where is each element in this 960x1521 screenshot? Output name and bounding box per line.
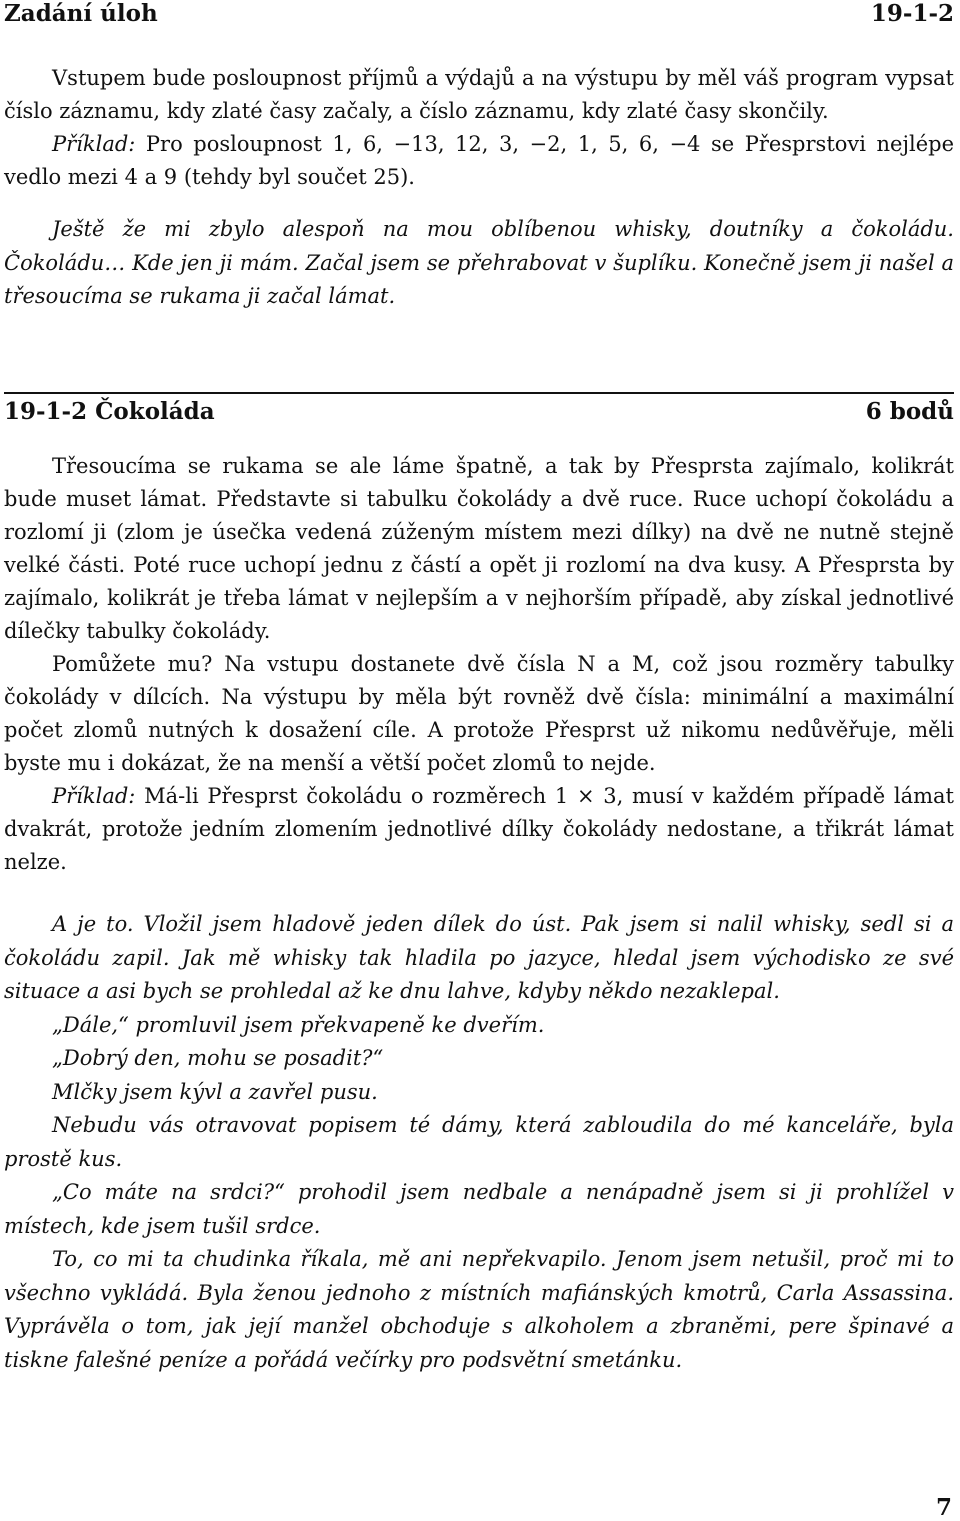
- task-example: [4, 780, 954, 879]
- section-points: 6 bodů: [865, 398, 954, 425]
- example-text: Pro posloupnost 1, 6, −13, 12, 3, −2, 1, 5, 6, −4 se Přesprstovi nejlépe vedlo mezi 4 a 9 (tehdy byl součet 25).: [4, 132, 954, 189]
- story-paragraph: Nebudu vás otravovat popisem té dámy, která zabloudila do mé kanceláře, byla prostě kus.: [4, 1113, 954, 1171]
- task-paragraph-1: Třesoucíma se rukama se ale láme špatně, a tak by Přesprsta zajímalo, kolikrát bude muset lámat. Představte si tabulku čokolády a dvě ruce. Ruce uchopí čokoládu a rozlomí ji (zlom je úsečka vedená zúženým místem mezi dílky) na dvě ne nutně stejně velké části. Poté ruce uchopí jednu z částí a opět ji rozlomí na dva kusy. A Přesprsta by zajímalo, kolikrát je třeba lámat v nejlepším a v nejhorším případě, aby získal jednotlivé dílečky tabulky čokolády.: [4, 454, 954, 643]
- page-header: [4, 0, 954, 30]
- intro-story: Ještě že mi zbylo alespoň na mou oblíbenou whisky, doutníky a čokoládu. Čokoládu… Kde jen ji mám. Začal jsem se přehrabovat v šuplíku. Konečně jsem ji našel a třesoucíma se rukama ji začal lámat.: [4, 217, 954, 308]
- story-paragraph: A je to. Vložil jsem hladově jeden dílek do úst. Pak jsem si nalil whisky, sedl si a čokoládu zapil. Jak mě whisky tak hladila po jazyce, hledal jsem východisko ze své situace a asi bych se prohledal až ke dnu lahve, kdyby někdo nezaklepal.: [4, 912, 954, 1003]
- story-paragraph: „Co máte na srdci?“ prohodil jsem nedbale a nenápadně jsem si ji prohlížel v místech, kde jsem tušil srdce.: [4, 1180, 954, 1238]
- story-paragraph: Mlčky jsem kývl a zavřel pusu.: [52, 1079, 378, 1104]
- task-block: [4, 450, 954, 879]
- intro-block: [4, 62, 954, 314]
- intro-paragraph: Vstupem bude posloupnost příjmů a výdajů a na výstupu by měl váš program vypsat číslo záznamu, kdy zlaté časy začaly, a číslo záznamu, kdy zlaté časy skončily.: [4, 66, 954, 123]
- story-block: [4, 908, 954, 1377]
- section-heading: [4, 392, 954, 430]
- story-paragraph: „Dále,“ promluvil jsem překvapeně ke dveřím.: [52, 1012, 545, 1037]
- task-example-label: Příklad:: [52, 784, 136, 808]
- intro-example: [4, 128, 954, 194]
- header-right: 19-1-2: [870, 0, 954, 27]
- section-title: 19-1-2 Čokoláda: [4, 398, 215, 425]
- page-number: 7: [935, 1494, 952, 1521]
- story-paragraph: „Dobrý den, mohu se posadit?“: [52, 1046, 384, 1070]
- task-example-text: Má-li Přesprst čokoládu o rozměrech 1 × 3, musí v každém případě lámat dvakrát, protože jedním zlomením jednotlivé dílky čokolády nedostane, a třikrát lámat nelze.: [4, 784, 954, 874]
- story-paragraph: To, co mi ta chudinka říkala, mě ani nepřekvapilo. Jenom jsem netušil, proč mi to všechno vykládá. Byla ženou jednoho z místních mafiánských kmotrů, Carla Assassina. Vyprávěla o tom, jak její manžel obchoduje s alkoholem a zbraněmi, pere špinavé a tiskne falešné peníze a pořádá večírky pro podsvětní smetánku.: [4, 1247, 954, 1372]
- task-paragraph-2: Pomůžete mu? Na vstupu dostanete dvě čísla N a M, což jsou rozměry tabulky čokolády v dílcích. Na výstupu by měla být rovněž dvě čísla: minimální a maximální počet zlomů nutných k dosažení cíle. A protože Přesprst už nikomu nedůvěřuje, měli byste mu i dokázat, že na menší a větší počet zlomů to nejde.: [4, 652, 954, 775]
- header-left: Zadání úloh: [4, 0, 158, 27]
- example-label: Příklad:: [52, 132, 136, 156]
